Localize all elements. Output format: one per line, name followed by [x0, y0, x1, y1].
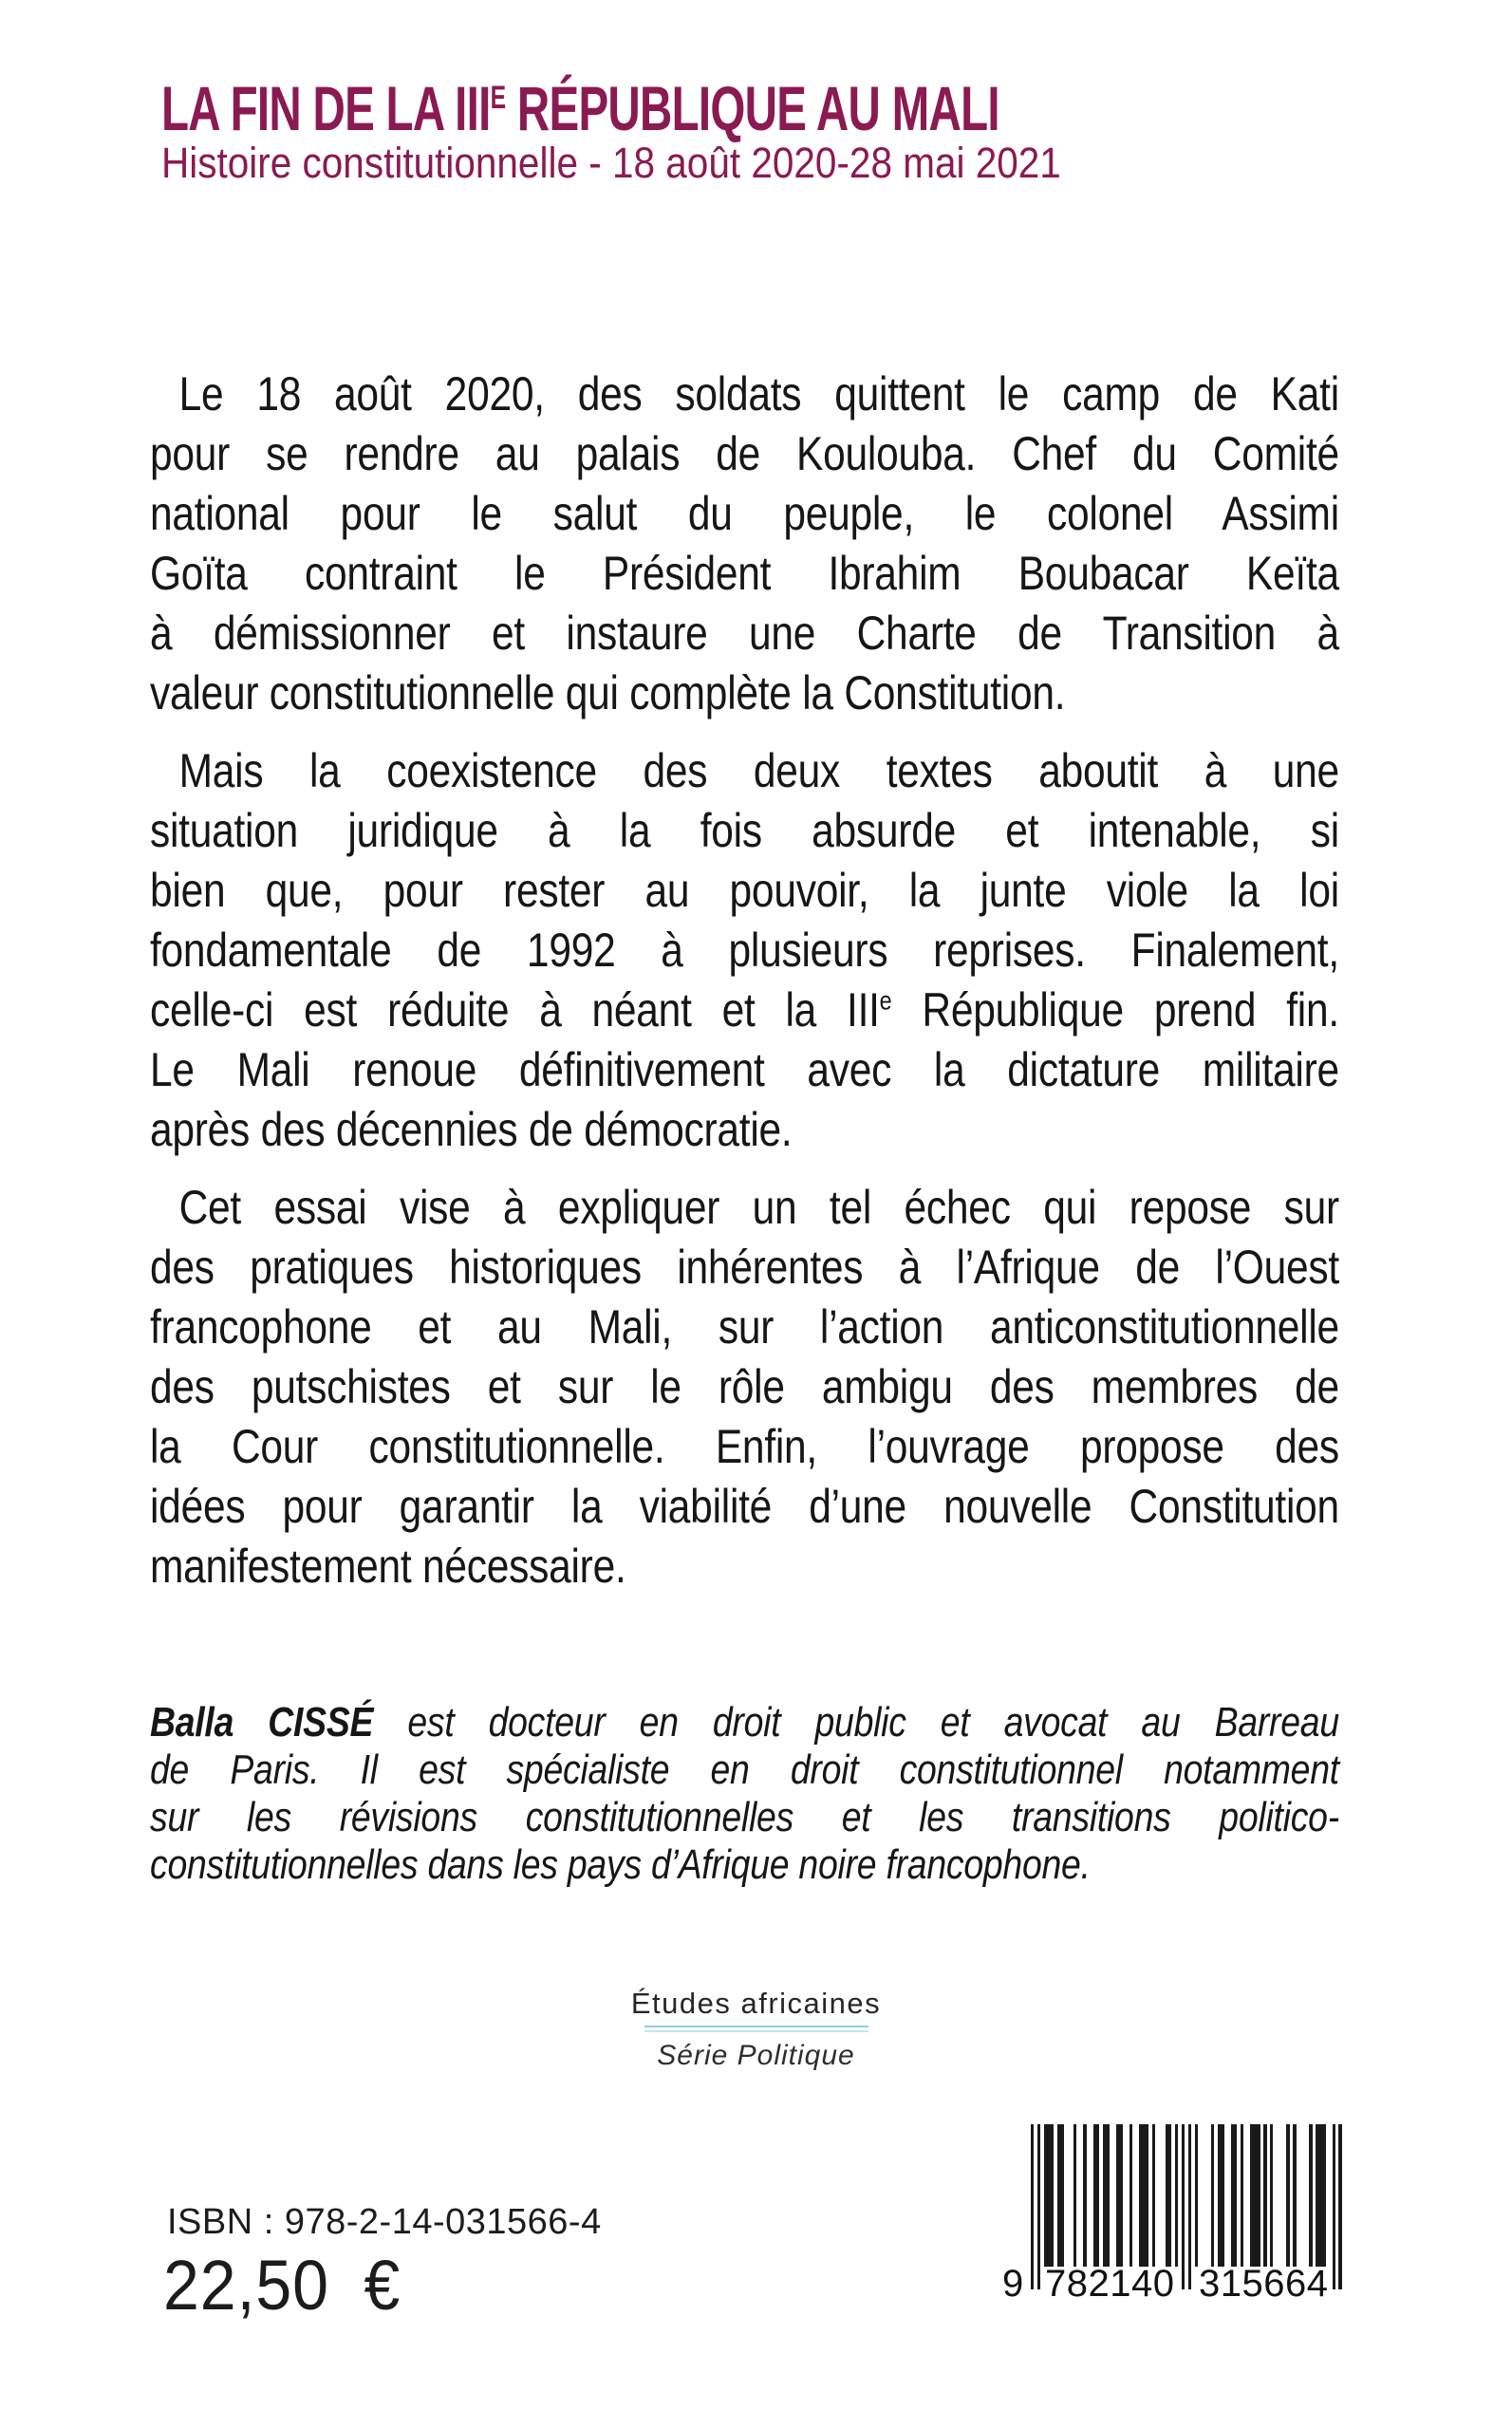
collection-name: Études africaines [630, 1987, 882, 2020]
book-title: LA FIN DE LA $III^E$ RÉPUBLIQUE AU MALI [161, 73, 999, 143]
barcode-digits-right-group: 3 1 5 6 6 4 [1199, 2263, 1328, 2305]
isbn-text: ISBN : 978-2-14-031566-4 [167, 2202, 602, 2242]
synopsis-section [150, 364, 1339, 1889]
collection-divider-rule [644, 2026, 868, 2032]
ean13-barcode [1002, 2124, 1346, 2310]
author-bio: Balla CISSÉ est docteur en droit public et avocat au Barreau de Paris. Il est spécialiste en droit constitutionnel notamment sur les révisions constitutionnelles et les transitions politico- constitutionnelles dans les pays d’Afrique noire francophone. [150, 1699, 1339, 1888]
barcode-digits-left-group: 7 8 2 1 4 0 [1045, 2263, 1174, 2305]
synopsis-paragraph-2: Mais la coexistence des deux textes aboutit à une situation juridique à la fois absurde et intenable, si bien que, pour rester au pouvoir, la junte viole la loi fondamentale de 1992 à plusieurs reprises. Finalement, celle-ci est réduite à néant et la IIIe République prend fin. Le Mali renoue définitivement avec la dictature militaire après des décennies de démocratie. [150, 744, 1339, 1156]
book-subtitle: Histoire constitutionnelle - 18 août 2020-28 mai 2021 [161, 139, 1061, 187]
barcode-digit-lead: 9 [1002, 2263, 1024, 2305]
collection-block [0, 1986, 1512, 2073]
synopsis-paragraph-3: Cet essai vise à expliquer un tel échec qui repose sur des pratiques historiques inhérentes à l’Afrique de l’Ouest francophone et au Mali, sur l’action anticonstitutionnelle des putschistes et sur le rôle ambigu des membres de la Cour constitutionnelle. Enfin, l’ouvrage propose des idées pour garantir la viabilité d’une nouvelle Constitution manifestement nécessaire. [150, 1181, 1339, 1593]
synopsis-paragraph-1: Le 18 août 2020, des soldats quittent le camp de Kati pour se rendre au palais de Koulouba. Chef du Comité national pour le salut du peuple, le colonel Assimi Goïta contraint le Président Ibrahim Boubacar Keïta à démissionner et instaure une Charte de Transition à valeur constitutionnelle qui complète la Constitution. [150, 367, 1339, 719]
price-text: 22,50 € [163, 2246, 401, 2325]
collection-series: Série Politique [657, 2040, 855, 2071]
